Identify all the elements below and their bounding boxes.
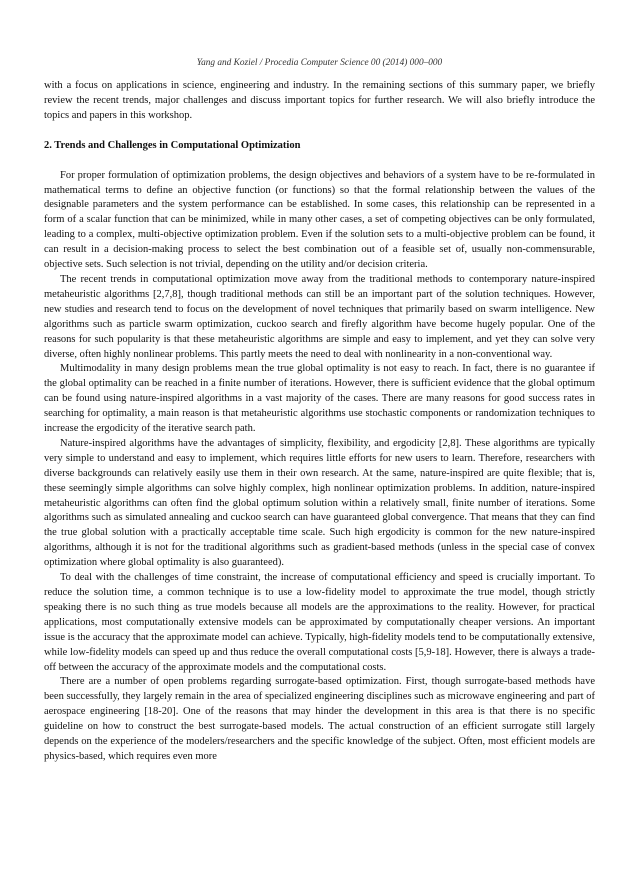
paragraph-multimodality: Multimodality in many design problems mean the true global optimality is not easy to reach. In fact, there is no guarantee if the global optimality can be reached in a finite number of iterations. However, there is sufficient evidence that the global optimum can be found using nature-inspired algorithms in a vast majority of the cases. There are many reasons for good success rates in searching for optimality, a main reason is that metaheuristic algorithms use stochastic components or randomization techniques to increase the ergodicity of the iterative search path. <box>44 363 595 435</box>
paragraph-time-constraint: To deal with the challenges of time constraint, the increase of computational efficiency and speed is crucially important. To reduce the solution time, a common technique is to use a low-fidelity model to approximate the true model, though strictly speaking there is no such thing as true models because all models are the approximations to the reality. However, for practical applications, most computationally extensive models can be approximated by computationally cheaper versions. An important issue is the accuracy that the approximate model can achieve. Typically, high-fidelity models tend to be computationally extensive, while low-fidelity models can speed up and thus reduce the overall computational costs [5,9-18]. However, there is always a trade-off between the accuracy of the approximate models and the computational costs. <box>44 572 595 673</box>
paragraph-nature-inspired: Nature-inspired algorithms have the advantages of simplicity, flexibility, and ergodicity [2,8]. These algorithms are typically very simple to understand and easy to implement, which requires little efforts for new users to learn. Therefore, researchers with diverse backgrounds can relatively easily use them in their own research. At the same, nature-inspired are quite flexible; that is, these seemingly simple algorithms can solve highly complex, high nonlinear optimization problems. In addition, nature-inspired metaheuristic algorithms can often find the global optimum solution within a relatively small, finite number of iterations. Some algorithms such as simulated annealing and cuckoo search can have guaranteed global convergence. That means that they can find the true global solution with a practically acceptable time scale. Such high ergodicity is common for the new nature-inspired algorithms, although it is not for the traditional algorithms such as gradient-based methods (unless in the special case of convex optimization where global optimality is also guaranteed). <box>44 437 595 569</box>
body-text <box>44 79 595 765</box>
paragraph-problem-formulation: For proper formulation of optimization problems, the design objectives and behaviors of a system have to be re-formulated in mathematical terms to define an objective function (or functions) so that the formal relationship between the values of the designable parameters and the system performance can be established. In some cases, this relationship can be represented in a form of a scalar function that can be minimized, while in many other cases, a set of competing objectives can be only formulated, leading to a complex, multi-objective optimization problem. Even if the solution sets to a multi-objective problem can be found, it can result in a decision-making process to select the best combination out of a feasible set of, usually non-commensurable, objective sets. Such selection is not trivial, depending on the utility and/or decision criteria. <box>44 169 595 271</box>
section-heading: 2. Trends and Challenges in Computational Optimization <box>44 139 301 151</box>
paragraph-recent-trends: The recent trends in computational optimization move away from the traditional methods to contemporary nature-inspired metaheuristic algorithms [2,7,8], though traditional methods can still be an important part of the solution techniques. However, new studies and research tend to focus on the development of novel techniques that primarily based on swarm intelligence. New algorithms such as particle swarm optimization, cuckoo search and firefly algorithm have become hugely popular. One of the reasons for such popularity is that these metaheuristic algorithms are simple and easy to implement, and yet they can solve very diverse, often highly nonlinear problems. This partly meets the need to deal with nonlinearity in a non-conventional way. <box>44 273 595 360</box>
paragraph-open-problems: There are a number of open problems regarding surrogate-based optimization. First, though surrogate-based methods have been successfully, they largely remain in the area of specialized engineering disciplines such as microwave engineering and part of aerospace engineering [18-20]. One of the reasons that may hinder the development in this area is that there is no specific guideline on how to construct the best surrogate-based models. The actual construction of an efficient surrogate still largely depends on the experience of the modelers/researchers and the specific knowledge of the subject. Often, most efficient models are physics-based, which requires even more <box>44 676 595 762</box>
intro-paragraph-continuation: with a focus on applications in science, engineering and industry. In the remaining sections of this summary paper, we briefly review the recent trends, major challenges and discuss important topics for further research. We will also briefly introduce the topics and papers in this workshop. <box>44 80 595 121</box>
running-head: Yang and Koziel / Procedia Computer Science 00 (2014) 000–000 <box>196 58 443 68</box>
